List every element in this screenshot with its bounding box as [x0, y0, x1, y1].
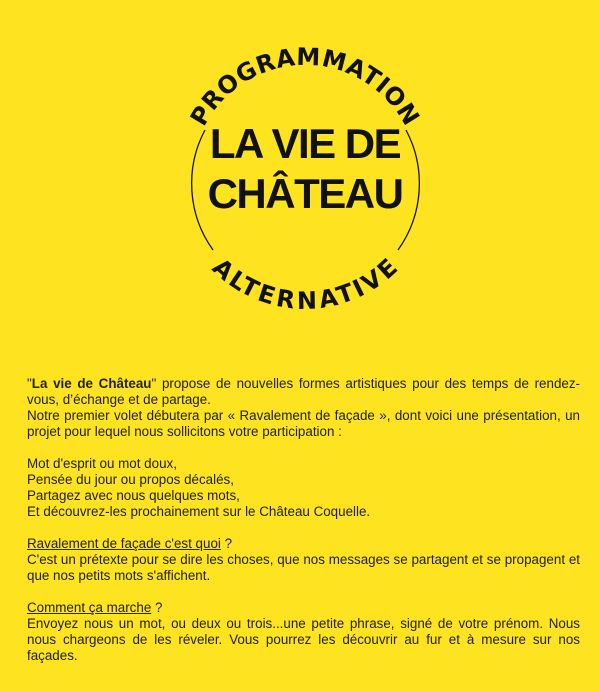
section2-body: Envoyez nous un mot, ou deux ou trois...une petite phrase, signé de votre prénom. Nous nous chargeons de les réveler. Vous pourrez les découvrir au fur et à mesure sur nos façades. [27, 616, 580, 663]
logo-line-2: CHÂTEAU [207, 170, 403, 217]
quote-open: " [27, 376, 32, 391]
section2-heading: Comment ça marche [27, 600, 152, 615]
logo-la-vie-de-chateau [170, 20, 440, 320]
section2-heading-line [27, 600, 580, 616]
intro-rest: propose de nouvelles formes artistiques pour des temps de rendez-vous, d’échange et de partage. [27, 376, 580, 407]
poem-line: Et découvrez-les prochainement sur le Château Coquelle. [27, 504, 371, 519]
description-text [27, 376, 580, 664]
poem-line: Mot d'esprit ou mot doux, [27, 456, 177, 471]
logo-top-arc-text: PROGRAMMATION [184, 42, 426, 131]
intro-paragraph [27, 376, 580, 408]
intro-line-2: Notre premier volet débutera par « Ravalement de façade », dont voici une présentation, un projet pour lequel nous sollicitons votre participation : [27, 408, 580, 439]
poem-line: Partagez avec nous quelques mots, [27, 488, 240, 503]
section2-suffix: ? [151, 600, 163, 615]
logo-bottom-arc-text: ALTERNATIVE [206, 252, 404, 315]
quote-close: " [151, 376, 157, 391]
poem-line: Pensée du jour ou propos décalés, [27, 472, 234, 487]
section1-body: C'est un prétexte pour se dire les choses, que nos messages se partagent et se propagent et que nos petits mots s'affichent. [27, 552, 580, 583]
logo-line-1: LA VIE DE [209, 120, 401, 167]
section1-heading-line [27, 536, 580, 552]
section1-suffix: ? [220, 536, 233, 551]
intro-bold-title: La vie de Château [31, 376, 152, 391]
section1-heading: Ravalement de façade c'est quoi [27, 536, 221, 551]
